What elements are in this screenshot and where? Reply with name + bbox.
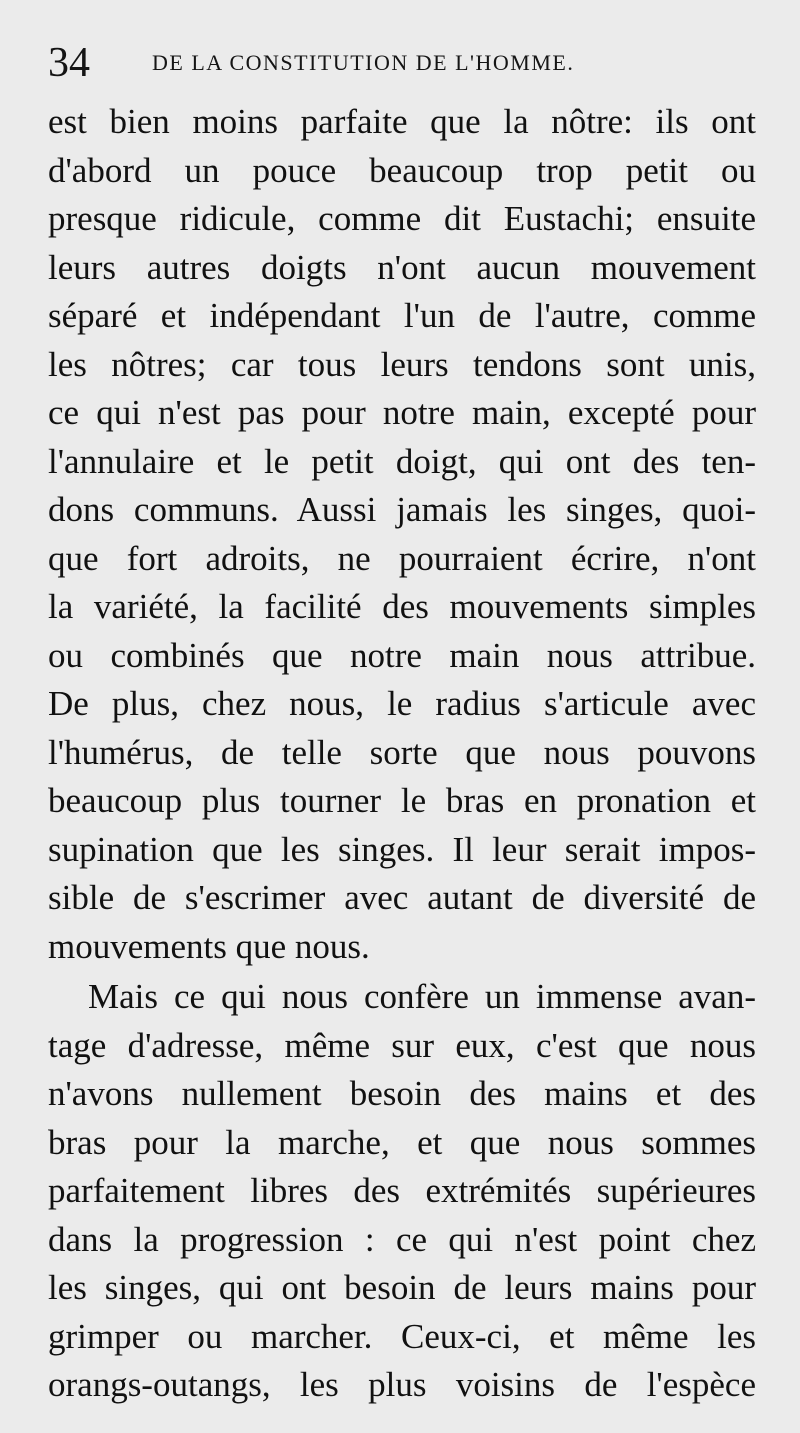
text-line: orangs-outangs, les plus voisins de l'espèce [48,1365,756,1404]
running-head: DE LA CONSTITUTION DE L'HOMME. [152,50,575,75]
page-number: 34 [48,40,90,86]
text-line: n'avons nullement besoin des mains et des [48,1074,756,1113]
text-line: parfaitement libres des extrémités supérieures [48,1171,756,1210]
paragraph-1 [48,98,756,971]
text-line: la variété, la facilité des mouvements simples [48,587,756,626]
text-line: leurs autres doigts n'ont aucun mouvement [48,247,756,287]
text-line: ou combinés que notre main nous attribue. [48,635,756,675]
text-line: Mais ce qui nous confère un immense avan- [88,977,756,1016]
text-line: l'humérus, de telle sorte que nous pouvons [48,732,756,772]
text-line: mouvements que nous. [48,926,370,966]
text-line: les nôtres; car tous leurs tendons sont unis, [48,344,756,384]
text-line: dans la progression : ce qui n'est point chez [48,1219,756,1259]
paragraph-2 [48,973,756,1410]
text-line: les singes, qui ont besoin de leurs mains pour [48,1268,756,1307]
text-line: De plus, chez nous, le radius s'articule avec [48,684,756,723]
text-line: beaucoup plus tourner le bras en pronation et [48,781,756,820]
text-line: bras pour la marche, et que nous sommes [48,1122,756,1162]
text-line: tage d'adresse, même sur eux, c'est que nous [48,1025,756,1065]
text-line: dons communs. Aussi jamais les singes, quoi- [48,490,756,529]
text-line: ce qui n'est pas pour notre main, excepté pour [48,393,756,432]
text-line: séparé et indépendant l'un de l'autre, comme [48,296,756,335]
text-line: est bien moins parfaite que la nôtre: ils ont [48,102,756,141]
text-line: sible de s'escrimer avec autant de diversité de [48,878,756,917]
text-line: presque ridicule, comme dit Eustachi; ensuite [48,199,756,238]
page-header [48,38,768,88]
text-line: d'abord un pouce beaucoup trop petit ou [48,150,756,190]
text-line: l'annulaire et le petit doigt, qui ont des ten- [48,441,756,481]
text-line: supination que les singes. Il leur serait impos- [48,829,756,869]
text-line: grimper ou marcher. Ceux-ci, et même les [48,1316,756,1356]
text-line: que fort adroits, ne pourraient écrire, n'ont [48,538,756,578]
body-text [48,98,756,1410]
